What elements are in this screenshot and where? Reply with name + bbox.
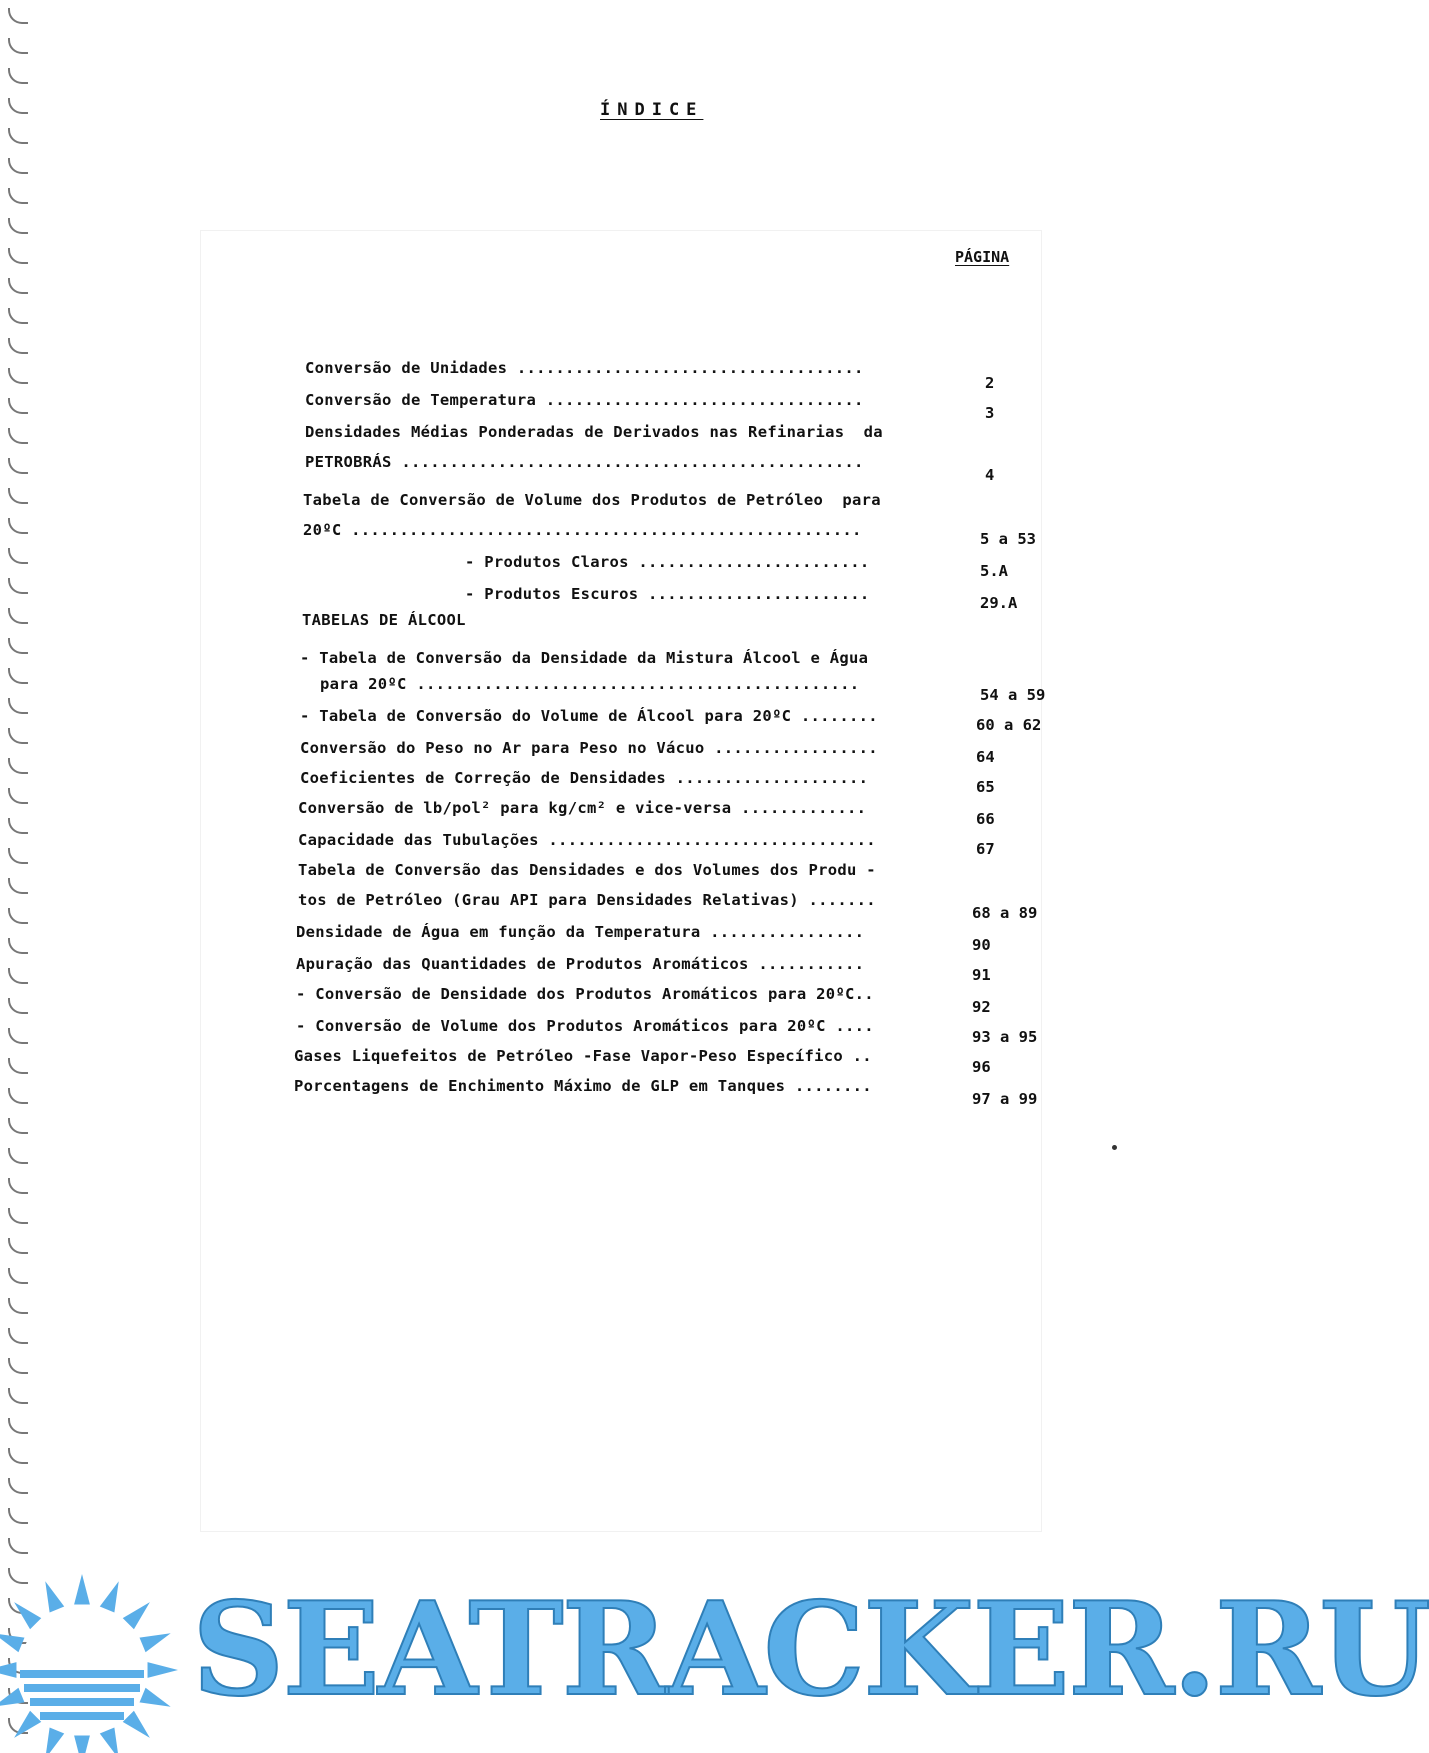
sun-ray: [0, 1633, 24, 1652]
sun-ray: [74, 1736, 90, 1753]
toc-entry-text: Tabela de Conversão de Volume dos Produtos de Petróleo para: [303, 491, 881, 509]
toc-entry-text: Tabela de Conversão das Densidades e dos Volumes dos Produ -: [298, 861, 876, 879]
toc-entry-page: 97 a 99: [972, 1090, 1038, 1108]
toc-entry-page: 96: [972, 1058, 991, 1076]
toc-entry-page: 5.A: [980, 562, 1008, 580]
toc-entry-page: 68 a 89: [972, 904, 1038, 922]
toc-entry-page: 29.A: [980, 594, 1018, 612]
toc-entry-page: 90: [972, 936, 991, 954]
toc-entry-page: 66: [976, 810, 995, 828]
toc-entry-page: 93 a 95: [972, 1028, 1038, 1046]
sun-ray: [14, 1602, 41, 1629]
watermark-text: SEATRACKER.RU: [192, 1575, 1429, 1725]
toc-entry-text: Conversão de Unidades ....................................: [305, 359, 864, 377]
sun-ray: [148, 1662, 178, 1678]
toc-entry-page: 2: [985, 374, 995, 392]
toc-entry-text: Apuração das Quantidades de Produtos Aromáticos ...........: [296, 955, 865, 973]
toc-entry-text: Densidade de Água em função da Temperatura ................: [296, 923, 865, 941]
toc-entry-page: 92: [972, 998, 991, 1016]
toc-entry-page: 91: [972, 966, 991, 984]
sun-ray: [45, 1728, 64, 1753]
toc-entry-text: - Tabela de Conversão do Volume de Álcool para 20ºC ........: [300, 707, 878, 725]
toc-entry-text: PETROBRÁS ................................................: [305, 453, 864, 471]
toc-entry-text: - Produtos Escuros .......................: [465, 585, 870, 603]
sun-icon: [0, 1560, 200, 1753]
toc-entry-page: 4: [985, 466, 995, 484]
toc-entry-page: 5 a 53: [980, 530, 1036, 548]
toc-entry-page: 54 a 59: [980, 686, 1046, 704]
ink-speck: [1112, 1145, 1117, 1150]
sun-ray: [123, 1602, 150, 1629]
sun-ray: [140, 1688, 171, 1707]
toc-entry-text: - Produtos Claros ........................: [465, 553, 870, 571]
sun-ray: [45, 1581, 64, 1612]
sun-ray: [140, 1633, 171, 1652]
toc-entry-text: - Conversão de Densidade dos Produtos Aromáticos para 20ºC..: [296, 985, 874, 1003]
toc-entry-page: 60 a 62: [976, 716, 1042, 734]
toc-entry-page: 65: [976, 778, 995, 796]
toc-entry-text: para 20ºC ..............................................: [320, 675, 860, 693]
toc-entry-text: 20ºC .....................................................: [303, 521, 862, 539]
toc-entry-text: Densidades Médias Ponderadas de Derivados nas Refinarias da: [305, 423, 883, 441]
toc-entry-text: - Tabela de Conversão da Densidade da Mistura Álcool e Água: [300, 649, 869, 667]
toc-section-heading: TABELAS DE ÁLCOOL: [302, 611, 466, 629]
toc-entry-page: 64: [976, 748, 995, 766]
toc-entry-text: Conversão do Peso no Ar para Peso no Vácuo .................: [300, 739, 878, 757]
toc-entry-text: tos de Petróleo (Grau API para Densidades Relativas) .......: [298, 891, 876, 909]
toc-entry-text: Porcentagens de Enchimento Máximo de GLP em Tanques ........: [294, 1077, 872, 1095]
sun-ray: [14, 1711, 41, 1738]
sun-ray: [0, 1688, 24, 1707]
toc-entry-text: Capacidade das Tubulações ..................................: [298, 831, 876, 849]
toc-entry-text: - Conversão de Volume dos Produtos Aromáticos para 20ºC ....: [296, 1017, 874, 1035]
toc-entry-text: Coeficientes de Correção de Densidades ....................: [300, 769, 869, 787]
sun-ray: [100, 1728, 119, 1753]
sun-ray: [123, 1711, 150, 1738]
sun-ray: [74, 1574, 90, 1604]
page-column-header: PÁGINA: [955, 248, 1010, 266]
index-title: ÍNDICE: [600, 100, 704, 120]
sun-ray: [0, 1662, 16, 1678]
toc-entry-page: 67: [976, 840, 995, 858]
toc-entry-page: 3: [985, 404, 995, 422]
sun-ray: [100, 1581, 119, 1612]
toc-entry-text: Conversão de Temperatura .................................: [305, 391, 864, 409]
toc-entry-text: Conversão de lb/pol² para kg/cm² e vice-versa .............: [298, 799, 867, 817]
toc-entry-text: Gases Liquefeitos de Petróleo -Fase Vapor-Peso Específico ..: [294, 1047, 872, 1065]
